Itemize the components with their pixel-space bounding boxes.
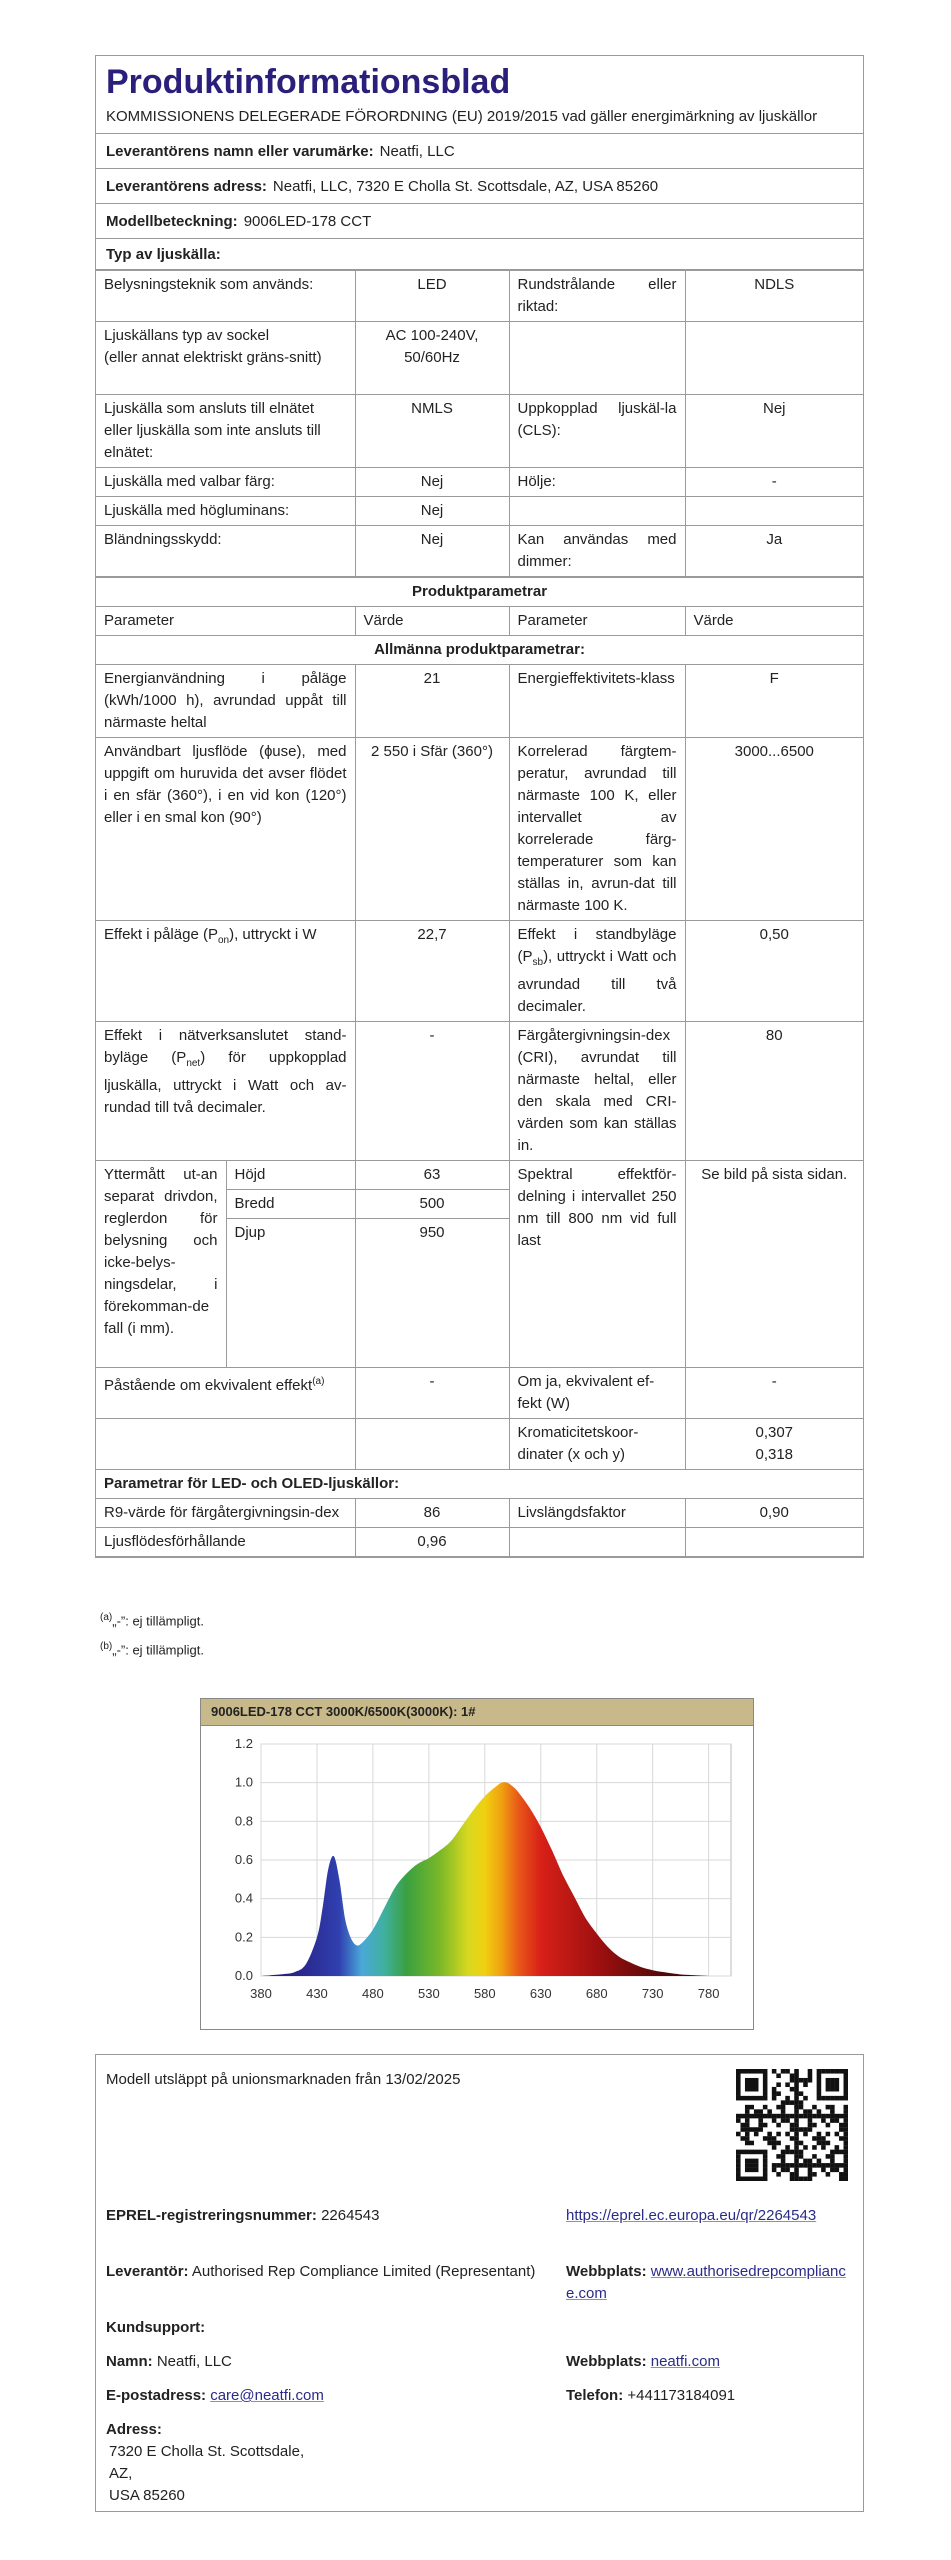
type-value: AC 100-240V, 50/60Hz [355,322,509,395]
chromaticity-value: 0,307 0,318 [685,1419,863,1470]
support-name-field [106,2351,232,2373]
supplier-label: Leverantör: [106,2263,189,2280]
light-source-type-table [96,270,863,577]
y-tick-label: 1.2 [234,1736,253,1751]
cri-label: Färgåtergivningsin-dex (CRI), avrundat till närmaste heltal, eller den skala med CRI-värden som kan ställas in. [509,1022,685,1161]
y-tick-label: 0.6 [234,1852,253,1867]
phone-label: Telefon: [566,2387,624,2404]
x-tick-label: 580 [473,1986,496,2001]
supplier-name-label: Leverantörens namn eller varumärke: [106,142,374,160]
footnote-a: $^{(a)}$„-”: ej tillämpligt. [100,1612,204,1629]
type-row [96,497,863,526]
survival-factor-value: 0,90 [685,1499,863,1528]
on-mode-power-label: Effekt i påläge $(P_{on})$, uttryckt i W [96,921,355,1022]
email-link[interactable]: care@neatfi.com [210,2387,324,2404]
x-tick-label: 730 [641,1986,664,2001]
type-label: Ljuskälla som ansluts till elnätet eller ljuskälla som inte ansluts till elnätet: [96,395,355,468]
phone-field [566,2385,735,2407]
product-parameters-table [96,577,863,1557]
type-row [96,322,863,395]
column-header-value: Värde [685,607,863,636]
x-tick-label: 430 [306,1986,328,2001]
x-tick-label: 630 [529,1986,552,2001]
cct-label: Korrelerad färgtem-peratur, avrundad till närmaste 100 K, eller intervallet av korrelerade färg-temperaturer som kan ställas in, avrun-dat till närmaste 100 K. [509,738,685,921]
address-label: Adress: [106,2421,162,2438]
luminous-flux-value: 2 550 i Sfär (360°) [355,738,509,921]
depth-label: Djup [226,1219,355,1368]
placed-on-market-text: Modell utsläppt på unionsmarknaden från 13/02/2025 [106,2071,461,2088]
height-value: 63 [355,1161,509,1190]
type-heading-row [96,239,863,270]
spectral-chart-plot [201,1726,753,2029]
type-label: Hölje: [509,468,685,497]
width-label: Bredd [226,1190,355,1219]
spectral-chart [200,1698,754,2030]
spectral-distribution-label: Spektral effektför-delning i intervallet 250 nm till 800 nm vid full last [509,1161,685,1368]
column-header-parameter: Parameter [509,607,685,636]
y-tick-label: 1.0 [234,1774,253,1790]
depth-value: 950 [355,1219,509,1368]
eprel-value: 2264543 [321,2207,380,2224]
chart-title: 9006LED-178 CCT 3000K/6500K(3000K): 1# [201,1699,753,1726]
type-label: Ljuskällans typ av sockel (eller annat elektriskt gräns-snitt) [96,322,355,395]
supplier-name-value: Neatfi, LLC [379,142,455,160]
height-label: Höjd [226,1161,355,1190]
footnotes [100,1605,204,1664]
eprel-label: EPREL-registreringsnummer: [106,2207,317,2224]
survival-factor-label: Livslängdsfaktor [509,1499,685,1528]
width-value: 500 [355,1190,509,1219]
x-tick-label: 680 [585,1986,608,2001]
dimensions-label: Yttermått ut-an separat drivdon, reglerdon för belysning och icke-belys-ningsdelar, i förekomman-de fall (i mm). [96,1161,226,1368]
phone-value: +441173184091 [627,2387,736,2404]
type-row [96,526,863,577]
page-title: Produktinformationsblad [106,63,511,101]
support-website-field [566,2351,720,2373]
parameters-heading: Produktparametrar [96,578,863,607]
support-name-value: Neatfi, LLC [156,2353,232,2370]
equivalent-power-claim-label: Påstående om ekvivalent effekt$^{(a)}$ [96,1368,355,1419]
support-website-label: Webbplats: [566,2353,647,2370]
type-value [685,497,863,526]
equivalent-power-value: - [685,1368,863,1419]
type-value: Ja [685,526,863,577]
type-value [685,322,863,395]
general-parameters-heading: Allmänna produktparametrar: [96,636,863,665]
supplier-address-label: Leverantörens adress: [106,177,267,195]
type-label: Bländningsskydd: [96,526,355,577]
cct-value: 3000...6500 [685,738,863,921]
model-value: 9006LED-178 CCT [243,212,372,230]
website-label: Webbplats: [566,2263,647,2280]
r9-label: R9-värde för färgåtergivningsin-dex [96,1499,355,1528]
parameter-row [96,1528,863,1557]
type-value: Nej [355,468,509,497]
networked-standby-label: Effekt i nätverksanslutet stand-byläge $(P_{net})$ för uppkopplad ljuskälla, uttryckt i Watt och av-rundad till två decimaler. [96,1022,355,1161]
flux-ratio-label: Ljusflödesförhållande [96,1528,355,1557]
parameter-row [96,738,863,921]
address-line: 7320 E Cholla St. Scottsdale, [109,2443,305,2460]
type-value: LED [355,271,509,322]
type-value: Nej [685,395,863,468]
address-field [106,2419,304,2507]
regulation-text: KOMMISSIONENS DELEGERADE FÖRORDNING (EU) 2019/2015 vad gäller energimärkning av ljuskällor [96,104,863,134]
x-tick-label: 380 [250,1986,272,2001]
email-field [106,2385,324,2407]
model-label: Modellbeteckning: [106,212,238,230]
luminous-flux-label: Användbart ljusflöde (ɸuse), med uppgift om huruvida det avser flödet i en sfär (360°), i en vid kon (120°) eller i en smal kon (90°) [96,738,355,921]
type-label: Ljuskälla med valbar färg: [96,468,355,497]
column-header-parameter: Parameter [96,607,355,636]
parameter-row [96,665,863,738]
customer-support-heading: Kundsupport: [106,2319,206,2336]
model-row [96,204,863,239]
email-label: E-postadress: [106,2387,207,2404]
column-header-value: Värde [355,607,509,636]
parameter-row [96,1022,863,1161]
eprel-field [106,2205,379,2227]
type-label: Uppkopplad ljuskäl-la (CLS): [509,395,685,468]
standby-power-value: 0,50 [685,921,863,1022]
on-mode-power-value: 22,7 [355,921,509,1022]
type-value: Nej [355,526,509,577]
type-heading: Typ av ljuskälla: [106,245,221,263]
x-tick-label: 780 [697,1986,720,2001]
parameter-row [96,1419,863,1470]
product-information-sheet [95,55,864,1558]
website-link[interactable]: www.authorisedrepcompliance.com [566,2263,846,2302]
supplier-name-row [96,134,863,169]
supplier-field [106,2261,546,2283]
address-line: USA 85260 [109,2487,185,2504]
type-row [96,271,863,322]
parameter-row [96,1499,863,1528]
type-label [509,322,685,395]
y-tick-label: 0.2 [234,1929,253,1945]
eprel-link[interactable]: https://eprel.ec.europa.eu/qr/2264543 [566,2207,817,2224]
energy-class-value: F [685,665,863,738]
x-tick-label: 480 [362,1986,384,2001]
equivalent-power-claim-value: - [355,1368,509,1419]
column-header-row [96,607,863,636]
type-label: Rundstrålande eller riktad: [509,271,685,322]
type-label: Ljuskälla med högluminans: [96,497,355,526]
spectrum-area [261,1782,709,1976]
support-name-label: Namn: [106,2353,153,2370]
y-tick-label: 0.0 [234,1968,253,1983]
type-value: NDLS [685,271,863,322]
networked-standby-value: - [355,1022,509,1161]
footnote-b: $^{(b)}$„-”: ej tillämpligt. [100,1641,204,1658]
y-tick-label: 0.4 [234,1890,253,1906]
energy-consumption-value: 21 [355,665,509,738]
type-row [96,395,863,468]
qr-code-icon[interactable] [736,2069,848,2181]
type-label: Kan användas med dimmer: [509,526,685,577]
supplier-value: Authorised Rep Compliance Limited (Representant) [191,2263,536,2280]
type-value: NMLS [355,395,509,468]
address-line: AZ, [109,2465,133,2482]
supplier-address-row [96,169,863,204]
led-parameters-heading: Parametrar för LED- och OLED-ljuskällor: [96,1470,863,1499]
parameter-row [96,1368,863,1419]
supplier-address-value: Neatfi, LLC, 7320 E Cholla St. Scottsdale, AZ, USA 85260 [272,177,659,195]
energy-class-label: Energieffektivitets-klass [509,665,685,738]
product-info-footer [95,2054,864,2512]
parameter-row [96,921,863,1022]
chromaticity-label: Kromaticitetskoor-dinater (x och y) [509,1419,685,1470]
r9-value: 86 [355,1499,509,1528]
spectral-distribution-value: Se bild på sista sidan. [685,1161,863,1368]
flux-ratio-value: 0,96 [355,1528,509,1557]
type-value: - [685,468,863,497]
website-field [566,2261,856,2305]
energy-consumption-label: Energianvändning i påläge (kWh/1000 h), avrundad uppåt till närmaste heltal [96,665,355,738]
cri-value: 80 [685,1022,863,1161]
type-label [509,497,685,526]
type-row [96,468,863,497]
type-value: Nej [355,497,509,526]
equivalent-power-label: Om ja, ekvivalent ef-fekt (W) [509,1368,685,1419]
x-tick-label: 530 [418,1986,440,2001]
standby-power-label: Effekt i standbyläge $(P_{sb})$, uttryckt i Watt och avrundad till två decimaler. [509,921,685,1022]
parameter-row [96,1161,863,1190]
type-label: Belysningsteknik som används: [96,271,355,322]
support-website-link[interactable]: neatfi.com [650,2353,720,2370]
y-tick-label: 0.8 [234,1813,253,1829]
